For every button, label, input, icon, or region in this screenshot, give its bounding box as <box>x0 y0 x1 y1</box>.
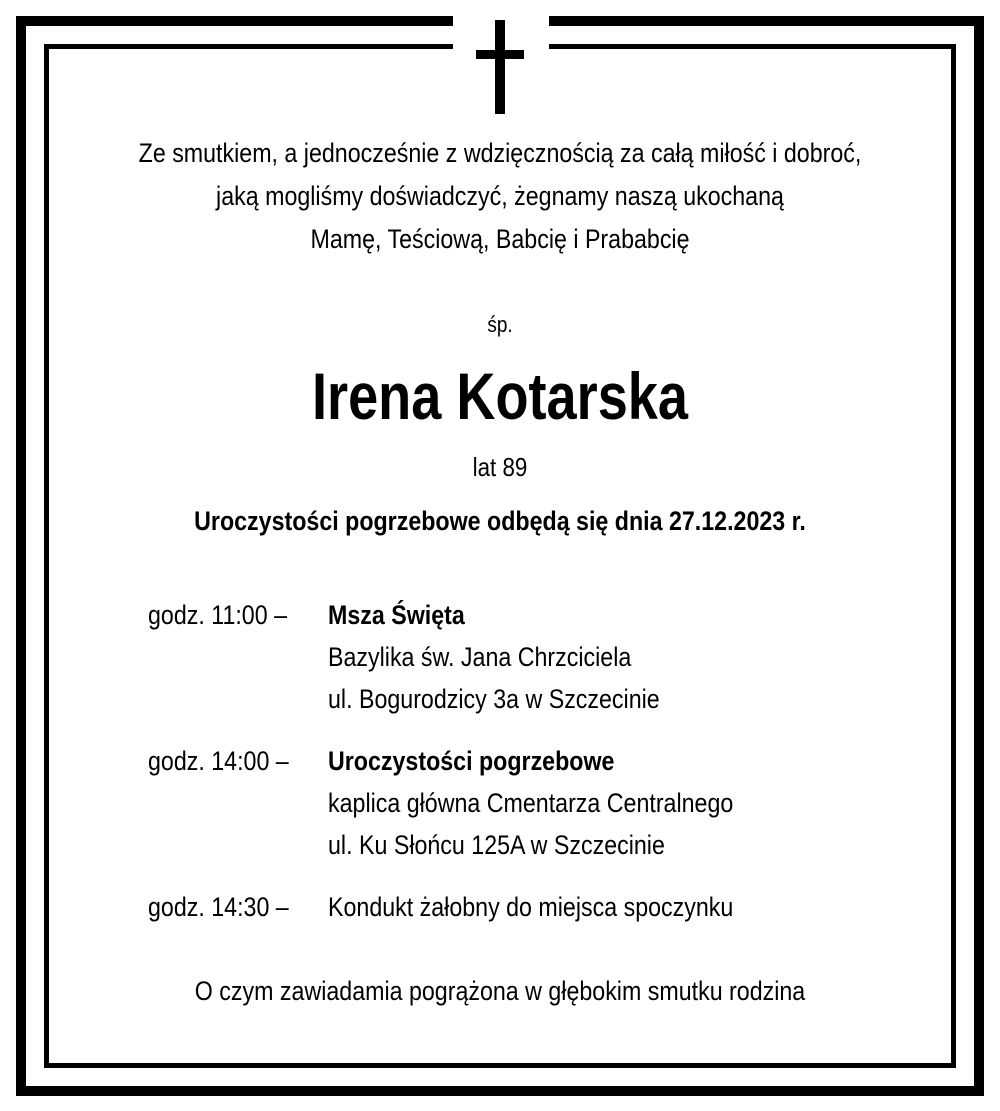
schedule-item <box>148 594 848 720</box>
schedule-address: ul. Ku Słońcu 125A w Szczecinie <box>328 830 665 860</box>
schedule-title: Uroczystości pogrzebowe <box>328 746 615 776</box>
cross-icon <box>476 20 524 114</box>
closing-text: O czym zawiadamia pogrążona w głębokim smutku rodzina <box>194 976 806 1006</box>
funeral-schedule <box>148 594 848 948</box>
cross-vertical-beam <box>495 20 505 114</box>
schedule-item <box>148 886 848 928</box>
schedule-location: kaplica główna Cmentarza Centralnego <box>328 788 734 818</box>
schedule-title: Kondukt żałobny do miejsca spoczynku <box>328 892 734 922</box>
schedule-details <box>328 886 775 928</box>
inner-frame-top-left <box>44 44 453 49</box>
schedule-address: ul. Bogurodzicy 3a w Szczecinie <box>328 684 660 714</box>
name-prefix: śp. <box>487 312 513 337</box>
inner-frame-top-right <box>549 44 956 49</box>
funeral-date-headline: Uroczystości pogrzebowe odbędą się dnia 27.12.2023 r. <box>194 506 806 536</box>
outer-frame-top-left <box>16 16 453 26</box>
schedule-details <box>328 594 775 720</box>
outer-frame-bottom <box>16 1086 984 1096</box>
schedule-time: godz. 14:00 – <box>148 746 289 776</box>
deceased-age: lat 89 <box>472 452 528 482</box>
inner-frame-bottom <box>44 1063 956 1068</box>
schedule-location: Bazylika św. Jana Chrzciciela <box>328 642 632 672</box>
outer-frame-left <box>16 16 26 1096</box>
intro-line: Ze smutkiem, a jednocześnie z wdzięcznością za całą miłość i dobroć, <box>138 138 862 168</box>
schedule-title: Msza Święta <box>328 600 465 630</box>
intro-line: jaką mogliśmy doświadczyć, żegnamy naszą ukochaną <box>216 181 784 211</box>
schedule-time: godz. 11:00 – <box>148 600 288 630</box>
schedule-item <box>148 740 848 866</box>
outer-frame-right <box>974 16 984 1096</box>
cross-horizontal-beam <box>476 50 524 59</box>
schedule-time: godz. 14:30 – <box>148 892 289 922</box>
intro-text <box>122 132 879 261</box>
deceased-name: Irena Kotarska <box>311 359 689 433</box>
intro-line: Mamę, Teściową, Babcię i Prababcię <box>310 224 690 254</box>
inner-frame-right <box>951 44 956 1068</box>
outer-frame-top-right <box>549 16 984 26</box>
inner-frame-left <box>44 44 49 1068</box>
schedule-details <box>328 740 775 866</box>
